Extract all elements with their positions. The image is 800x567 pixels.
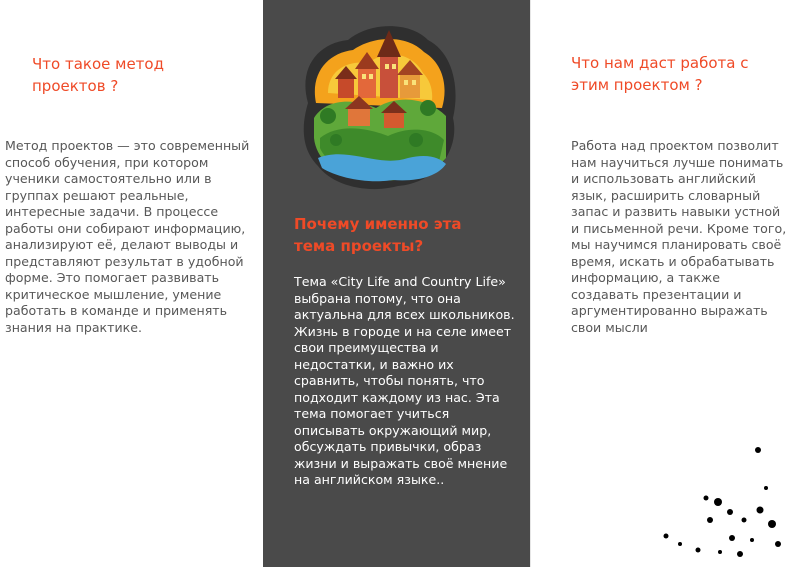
left-body-text: Метод проектов — это современный способ обучения, при котором ученики самостоятельно или в группах решают реальные, интересные задачи. В процессе работы они собирают информацию, анализируют её, делают выводы и представляют результат в удобной форме. Это помогает развивать критическое мышление, умение работать в команде и применять знания на практике.: [5, 138, 250, 335]
middle-body-text: Тема «City Life and Country Life» выбрана потому, что она актуальна для всех школьников. Жизнь в городе и на селе имеет свои преимущества и недостатки, и важно их сравнить, чтобы понять, что подходит каждому из нас. Эта тема помогает учиться описывать окружающий мир, обсуждать привычки, образ жизни и выражать своё мнение на английском языке..: [294, 274, 515, 487]
middle-heading: Почему именно эта тема проекты?: [294, 215, 462, 255]
ink-splatter-decoration: [640, 440, 790, 560]
middle-panel: [263, 0, 530, 567]
right-body-text: Работа над проектом позволит нам научиться лучше понимать и использовать английский язык, расширить словарный запас и развить навыки устной и письменной речи. Кроме того, мы научимся планировать своё время, искать и обрабатывать информацию, а также создавать презентации и аргументированно выражать свои мысли: [571, 138, 787, 335]
left-panel: [0, 0, 263, 567]
village-illustration-icon: [288, 8, 464, 193]
left-heading: Что такое метод проектов ?: [32, 55, 164, 95]
right-heading: Что нам даст работа с этим проектом ?: [571, 54, 749, 94]
